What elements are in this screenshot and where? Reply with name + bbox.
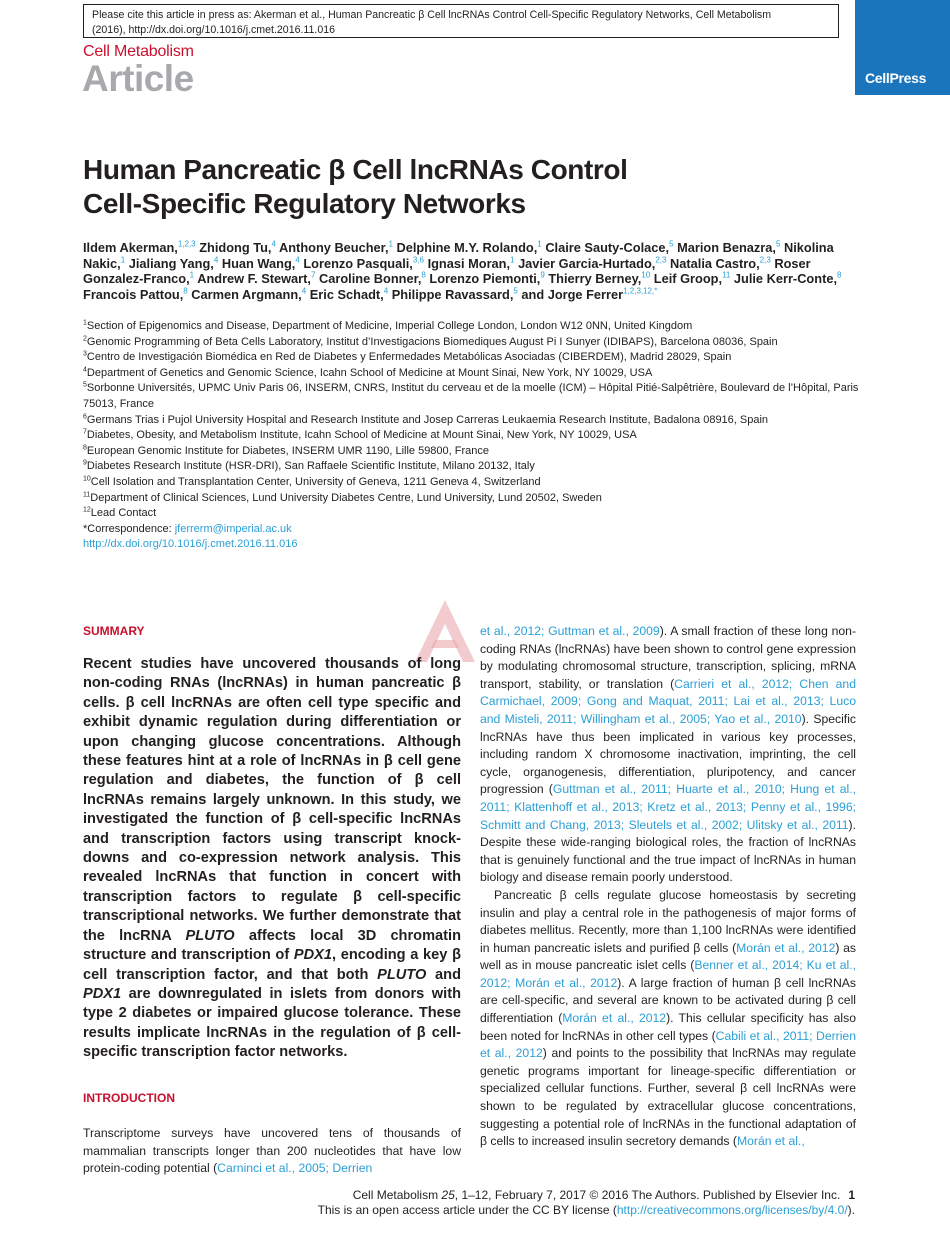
author-name: Carmen Argmann,	[191, 286, 302, 302]
author-affiliation-marker[interactable]: 4	[213, 255, 219, 265]
affiliation-number: 9	[83, 459, 87, 467]
introduction-heading: INTRODUCTION	[83, 1091, 175, 1105]
footer-license	[318, 1203, 855, 1218]
summary-part: and	[426, 966, 462, 983]
author-name: Julie Kerr-Conte,	[733, 271, 837, 287]
right-column-text	[480, 623, 856, 1151]
author	[83, 287, 188, 302]
affiliation	[83, 350, 873, 366]
affiliation-number: 2	[83, 334, 87, 342]
author	[83, 240, 196, 255]
author-affiliation-marker[interactable]: 11	[722, 270, 731, 280]
author-name: Ignasi Moran,	[427, 255, 511, 271]
author-name: Francois Pattou,	[83, 286, 184, 302]
author-affiliation-marker[interactable]: 4	[295, 255, 300, 265]
author-name: Thierry Berney,	[548, 271, 642, 287]
correspondence-email-link[interactable]: jferrerm@imperial.ac.uk	[174, 522, 292, 535]
page-number: 1	[848, 1188, 855, 1202]
citation-link[interactable]: Morán et al.,	[736, 1134, 805, 1149]
affiliation-text: Diabetes Research Institute (HSR-DRI), San Raffaele Scientific Institute, Milano 20132, Italy	[86, 460, 535, 473]
author	[310, 287, 388, 302]
author-name: Claire Sauty-Colace,	[545, 240, 670, 255]
page-footer	[318, 1188, 855, 1218]
author-name: Jialiang Yang,	[128, 255, 214, 271]
author-affiliation-marker[interactable]: 1,2,3	[177, 239, 196, 249]
summary-part: affects local 3D chromatin structure and transcription of	[83, 927, 461, 964]
author-affiliation-marker[interactable]: 4	[383, 286, 389, 296]
text-part: ) as well as in mouse pancreatic islet cells (	[480, 940, 856, 973]
author	[199, 240, 276, 255]
affiliation-number: 8	[83, 444, 87, 452]
intro-part: Transcriptome surveys have uncovered tens of thousands of mammalian transcripts longer than 200 nucleotides that have low protein-coding potential (	[83, 1126, 461, 1176]
affiliation-text: Germans Trias i Pujol University Hospital and Research Institute and Josep Carreras Leukaemia Research Institute, Badalona 08916, Spain	[86, 413, 769, 426]
author-affiliation-marker[interactable]: 1	[388, 239, 393, 249]
citation-line-1: Please cite this article in press as: Akerman et al., Human Pancreatic β Cell lncRNAs Control Cell-Specific Regulatory Networks, Cell Metabolism	[92, 9, 772, 21]
affiliation	[83, 506, 873, 522]
journal-name: Cell Metabolism	[83, 43, 194, 60]
text-part: ) and points to the possibility that lncRNAs may regulate genetic programs important for lineage-specific differentiation or specialized cellular functions. Further, several β cell lncRNAs were shown to be regulated by extracellular glucose concentrations, suggesting a potential role of lncRNAs in the functional adaptation of β cells to increased insulin secretory demands (	[480, 1046, 856, 1149]
author-name: Huan Wang,	[221, 255, 296, 271]
author-affiliation-marker[interactable]: 1	[120, 255, 126, 265]
author	[548, 271, 650, 286]
citation-link[interactable]: Carrieri et al., 2012; Chen and Carmichael, 2009; Gong and Maquat, 2011; Lai et al., 2013; Luco and Misteli, 2011; Willingham et al., 2005; Yao et al., 2010	[480, 676, 856, 726]
author	[545, 240, 673, 255]
summary-heading: SUMMARY	[83, 624, 145, 638]
affiliation	[83, 381, 873, 412]
author-name: Leif Groop,	[653, 271, 723, 287]
author-affiliation-marker[interactable]: 4	[301, 286, 307, 296]
author	[428, 256, 515, 271]
affiliation-text: Lead Contact	[90, 507, 157, 520]
author-affiliation-marker[interactable]: 10	[641, 270, 651, 280]
author-affiliation-marker[interactable]: 5	[775, 239, 781, 249]
author-name: Delphine M.Y. Rolando,	[396, 240, 538, 255]
affiliation	[83, 459, 873, 475]
author-name: Lorenzo Pasquali,	[303, 255, 413, 271]
text-part: Pancreatic β cells regulate glucose homeostasis by secreting insulin and play a central role in the pathogenesis of major forms of diabetes mellitus. Recently, more than 1,100 lncRNAs were identified in human pancreatic islets and purified β cells (	[480, 887, 856, 955]
footer-volume: 25	[441, 1188, 455, 1202]
affiliation	[83, 319, 873, 335]
author-name: Philippe Ravassard,	[391, 286, 514, 302]
article-title	[83, 153, 843, 221]
author	[670, 256, 771, 271]
author	[319, 271, 426, 286]
author-affiliation-marker[interactable]: 8	[183, 286, 188, 296]
paragraph	[480, 623, 856, 887]
text-part: ). A large fraction of human β cell lncRNAs are cell-specific, and several are known to be activated during β cell differentiation (	[480, 975, 857, 1026]
cellpress-logo-text: CellPress	[865, 70, 927, 86]
affiliation-text: Centro de Investigación Biomédica en Red de Diabetes y Enfermedades Metabólicas Asociadas (CIBERDEM), Madrid 28029, Spain	[86, 351, 732, 364]
text-part: ). This cellular specificity has also been noted for lncRNAs in other cell types (	[480, 1011, 856, 1043]
affiliation-text: European Genomic Institute for Diabetes, INSERM UMR 1190, Lille 59800, France	[86, 444, 490, 457]
author-name: Anthony Beucher,	[279, 240, 389, 255]
summary-part: Recent studies have uncovered thousands of long non-coding RNAs (lncRNAs) in human pancreatic β cells. β cell lncRNAs are often cell type specific and exhibit dynamic regulation during differentiation or upon changing glucose concentrations. Although these features hint at a role of lncRNAs in β cell gene regulation and diabetes, the function of β cell lncRNAs remains largely unknown. In this study, we investigated the function of β cell-specific lncRNAs and transcription factors using transcript knock-downs and co-expression network analysis. This revealed lncRNAs that function in concert with transcription factors to regulate β cell-specific transcriptional networks. We further demonstrate that the lncRNA	[83, 656, 461, 944]
affiliation-number: 11	[83, 490, 91, 498]
affiliation	[83, 413, 873, 429]
affiliation-text: Sorbonne Universités, UPMC Univ Paris 06, INSERM, CNRS, Institut du cerveau et de la moelle (ICM) – Hôpital Pitié-Salpêtrière, Boulevard de l’Hôpital, Paris 75013, France	[83, 382, 859, 410]
author-affiliation-marker[interactable]: 8	[837, 270, 842, 280]
doi-link[interactable]: http://dx.doi.org/10.1016/j.cmet.2016.11.016	[83, 538, 298, 551]
citation-line-2: (2016), http://dx.doi.org/10.1016/j.cmet.2016.11.016	[92, 24, 336, 36]
citation-box	[83, 4, 839, 38]
affiliation-number: 12	[83, 506, 91, 514]
title-line-1: Human Pancreatic β Cell lncRNAs Control	[83, 154, 628, 185]
affiliation-number: 10	[83, 475, 91, 483]
affiliation-number: 3	[83, 350, 87, 358]
author-affiliation-marker[interactable]: 1	[510, 255, 515, 265]
affiliation-number: 4	[83, 366, 87, 374]
author	[303, 256, 424, 271]
author	[197, 271, 315, 286]
text-part: ). A small fraction of these long non-coding RNAs (lncRNAs) have been shown to control gene expression by modulating chromosomal structure, transcription, splicing, mRNA transport, stability, or translation (	[480, 624, 857, 691]
author-affiliation-marker[interactable]: 3,6	[412, 255, 424, 265]
author-name: Zhidong Tu,	[199, 240, 272, 255]
author-affiliation-marker[interactable]: 2,3	[655, 255, 667, 265]
license-end: ).	[847, 1203, 855, 1217]
text-part: ). Specific lncRNAs have thus been implicated in various key processes, including random X chromosome inactivation, imprinting, the cell cycle, organogenesis, differentiation, pluripotency, and cancer progression (	[480, 711, 856, 797]
footer-journal: Cell Metabolism	[352, 1188, 442, 1202]
author-name: Javier Garcia-Hurtado,	[518, 255, 656, 271]
author-name: Caroline Bonner,	[319, 271, 422, 287]
author-affiliation-marker[interactable]: 9	[540, 270, 545, 280]
author	[734, 271, 842, 286]
footer-citation	[318, 1188, 855, 1203]
gene-name: PLUTO	[185, 927, 235, 944]
affiliation	[83, 428, 873, 444]
author-name: Eric Schadt,	[309, 286, 384, 302]
correspondence-label: *Correspondence:	[83, 522, 175, 535]
author-name: Lorenzo Piemonti,	[429, 271, 541, 287]
author	[191, 287, 306, 302]
author-affiliation-marker[interactable]: 4	[271, 239, 276, 249]
license-text: This is an open access article under the CC BY license (	[317, 1203, 617, 1217]
title-line-2: Cell-Specific Regulatory Networks	[83, 188, 526, 219]
author	[521, 287, 657, 302]
affiliation-number: 6	[83, 412, 87, 420]
affiliation	[83, 335, 873, 351]
citation-link[interactable]: Morán et al., 2012	[736, 940, 836, 955]
author-name: Nikolina Nakic,	[83, 240, 834, 271]
author	[279, 240, 393, 255]
gene-name: PDX1	[83, 985, 122, 1002]
summary-part: , encoding a key β cell transcription factor, and that both	[83, 947, 461, 983]
author-name: Marion Benazra,	[677, 240, 776, 255]
affiliation	[83, 475, 873, 491]
author-affiliation-marker[interactable]: 1	[189, 270, 195, 280]
footer-details: , 1–12, February 7, 2017 © 2016 The Authors. Published by Elsevier Inc.	[454, 1188, 841, 1202]
author	[392, 287, 518, 302]
author-affiliation-marker[interactable]: 8	[421, 270, 426, 280]
citation-link[interactable]: Carninci et al., 2005; Derrien	[217, 1161, 373, 1176]
affiliation-number: 5	[83, 381, 87, 389]
affiliation-text: Department of Genetics and Genomic Science, Icahn School of Medicine at Mount Sinai, New York, NY 10029, USA	[86, 366, 653, 379]
affiliation	[83, 444, 873, 460]
author	[518, 256, 666, 271]
author	[429, 271, 544, 286]
article-type-label: Article	[82, 58, 194, 99]
affiliation-text: Department of Clinical Sciences, Lund University Diabetes Centre, Lund University, Lund 20502, Sweden	[90, 491, 602, 504]
affiliation	[83, 366, 873, 382]
author-affiliation-marker[interactable]: 1,2,3,12,*	[623, 286, 658, 296]
author-affiliation-marker[interactable]: 7	[310, 270, 316, 280]
author-name: and Jorge Ferrer	[521, 286, 624, 302]
author-affiliation-marker[interactable]: 2,3	[759, 255, 771, 265]
author-name: Roser Gonzalez-Franco,	[83, 255, 811, 287]
author-name: Ildem Akerman,	[83, 240, 178, 255]
author	[129, 256, 219, 271]
affiliation-text: Section of Epigenomics and Disease, Department of Medicine, Imperial College London, London W12 0NN, United Kingdom	[86, 320, 693, 332]
affiliation-text: Cell Isolation and Transplantation Center, University of Geneva, 1211 Geneva 4, Switzerland	[90, 475, 541, 488]
text-part: ). Despite these wide-ranging biological roles, the fraction of lncRNAs that is genuinely functional and the true impact of lncRNAs in human biology and disease remain poorly understood.	[480, 817, 856, 885]
affiliation-number: 1	[83, 319, 87, 327]
affiliation	[83, 491, 873, 507]
author-name: Andrew F. Stewart,	[197, 271, 311, 287]
summary-text	[83, 655, 461, 1063]
summary-part: are downregulated in islets from donors with type 2 diabetes or impaired glucose tolerance. These results implicate lncRNAs in the regulation of β cell-specific transcription factor networks.	[83, 985, 461, 1061]
author	[397, 240, 542, 255]
affiliation-list	[83, 319, 873, 553]
citation-link[interactable]: et al., 2012; Guttman et al., 2009	[480, 624, 660, 638]
citation-link[interactable]: Cabili et al., 2011; Derrien et al., 2012	[480, 1028, 856, 1061]
author-affiliation-marker[interactable]: 5	[513, 286, 518, 296]
author	[677, 240, 780, 255]
citation-link[interactable]: Benner et al., 2014; Ku et al., 2012; Morán et al., 2012	[480, 958, 856, 990]
author-list	[83, 240, 873, 302]
correspondence	[83, 522, 873, 538]
introduction-text	[83, 1125, 461, 1178]
gene-name: PLUTO	[377, 966, 427, 983]
author-affiliation-marker[interactable]: 1	[537, 239, 542, 249]
cellpress-logo	[855, 0, 950, 95]
affiliation-text: Diabetes, Obesity, and Metabolism Institute, Icahn School of Medicine at Mount Sinai, New York, NY 10029, USA	[86, 429, 637, 442]
author	[654, 271, 731, 286]
affiliation-text: Genomic Programming of Beta Cells Laboratory, Institut d’Investigacions Biomediques August Pi I Sunyer (IDIBAPS), Barcelona 08036, Spain	[86, 335, 778, 348]
author	[222, 256, 300, 271]
license-link[interactable]: http://creativecommons.org/licenses/by/4.0/	[616, 1203, 848, 1217]
paragraph	[480, 887, 856, 1151]
author-affiliation-marker[interactable]: 5	[669, 239, 674, 249]
author-name: Natalia Castro,	[670, 255, 760, 271]
citation-link[interactable]: Guttman et al., 2011; Huarte et al., 2010; Hung et al., 2011; Klattenhoff et al., 2013; Kretz et al., 2013; Penny et al., 1996; Schmitt and Chang, 2013; Sleutels et al., 2002; Ulitsky et al., 2011	[480, 782, 856, 832]
gene-name: PDX1	[293, 947, 332, 964]
affiliation-number: 7	[83, 428, 87, 436]
citation-link[interactable]: Morán et al., 2012	[562, 1011, 667, 1026]
